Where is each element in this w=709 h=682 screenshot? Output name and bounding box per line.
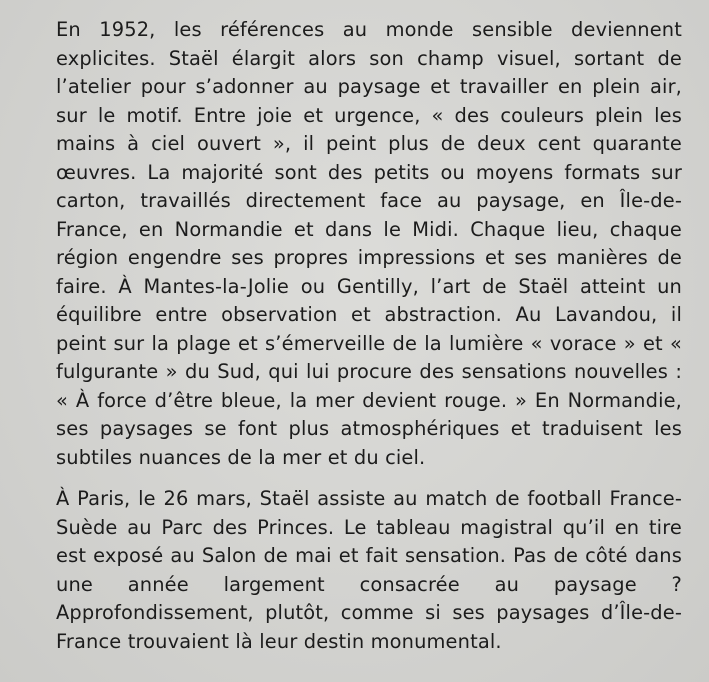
paragraph-landscapes-1952: En 1952, les références au monde sensible deviennent explicites. Staël élargit alors son champ visuel, sortant de l’atelier pour s’adonner au paysage et travailler en plein air, sur le motif. Entre joie et urgence, « des couleurs plein les mains à ciel ouvert », il peint plus de deux cent quarante œuvres. La majorité sont des petits ou moyens formats sur carton, travaillés directement face au paysage, en Île-de-France, en Normandie et dans le Midi. Chaque lieu, chaque région engendre ses propres impressions et ses manières de faire. À Mantes-la-Jolie ou Gentilly, l’art de Staël atteint un équilibre entre observation et abstraction. Au Lavandou, il peint sur la plage et s’émerveille de la lumière « vorace » et « fulgurante » du Sud, qui lui procure des sensations nouvelles : « À force d’être bleue, la mer devient rouge. » En Normandie, ses paysages se font plus atmosphériques et traduisent les subtiles nuances de la mer et du ciel. (56, 18, 682, 469)
wall-label-text (56, 16, 682, 656)
paragraph-football-match: À Paris, le 26 mars, Staël assiste au match de football France-Suède au Parc des Princes. Le tableau magistral qu’il en tire est exposé au Salon de mai et fait sensation. Pas de côté dans une année largement consacrée au paysage ? Approfondissement, plutôt, comme si ses paysages d’Île-de-France trouvaient là leur destin monumental. (56, 487, 682, 653)
